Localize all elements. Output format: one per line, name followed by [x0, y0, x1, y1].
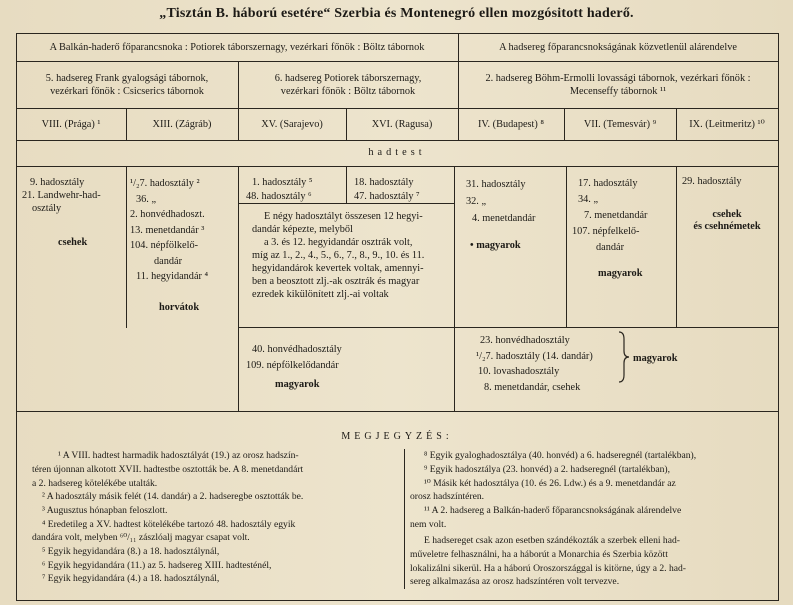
note-line: ⁸ Egyik gyaloghadosztálya (40. honvéd) a 6. hadseregnél (tartalékban),	[424, 450, 697, 461]
unit-item: 18. hadosztály	[354, 177, 414, 188]
unit-item: 7. menetdandár	[584, 210, 648, 221]
nationality-text: magyarok	[476, 240, 521, 251]
unit-list	[130, 176, 208, 285]
note-line: lokalizálni sikerül. Ha a háború Oroszországgal is kitörne, úgy a 2. had-	[410, 563, 687, 574]
note-line: E hadsereget csak azon esetben szándékozták a szerbek elleni had-	[424, 535, 680, 546]
unit-list	[354, 176, 420, 204]
unit-item: 10. lovashadosztály	[478, 366, 560, 377]
note-line: a 3. és 12. hegyidandár osztrák volt,	[264, 237, 413, 248]
army-2-line: 2. hadsereg Böhm-Ermolli lovassági tábornok, vezérkari főnök :	[485, 73, 751, 84]
divider	[676, 166, 677, 328]
corps-cell: IX. (Leitmeritz) ¹⁰	[689, 119, 765, 130]
unit-item: dandár	[596, 242, 625, 253]
corps-cell: VIII. (Prága) ¹	[41, 119, 101, 130]
note-line: hegyidandárok kevertek voltak, amennyi-	[252, 263, 424, 274]
divider	[238, 166, 239, 412]
unit-item: 48. hadosztály ⁶	[246, 191, 312, 202]
note-line: orosz hadszíntéren.	[410, 491, 485, 502]
note-line: nem volt.	[410, 519, 447, 530]
nationality-label: • magyarok	[470, 240, 521, 251]
note-line: téren újonnan alkotott XVII. hadtestbe osztották be. A 8. menetdandárt	[32, 464, 304, 475]
note-line: ezredek kikülönített zlj.-ai voltak	[252, 289, 389, 300]
nationality-label: csehek	[58, 237, 88, 248]
unit-list	[572, 176, 648, 256]
divider	[126, 166, 127, 328]
note-line: ¹¹ A 2. hadsereg a Balkán-haderő főparancsnokságának alárendelve	[424, 505, 682, 516]
unit-item: 17. hadosztály	[578, 178, 638, 189]
unit-item: 109. népfölkelődandár	[246, 360, 339, 371]
unit-item: 34. „	[578, 194, 599, 205]
note-line: ben a beosztott zlj.-ak osztrák és magyar	[252, 276, 420, 287]
corps-cell: XIII. (Zágráb)	[152, 119, 212, 130]
brace-icon	[617, 331, 631, 383]
mountain-brigade-note	[246, 210, 424, 301]
nationality-label: magyarok	[633, 353, 678, 364]
army-6-line: vezérkari főnök : Böltz tábornok	[280, 86, 416, 97]
unit-item: 13. menetdandár ³	[130, 224, 205, 236]
note-line: ⁶ Egyik hegyidandára (11.) az 5. hadsereg XIII. hadtesténél,	[42, 560, 272, 571]
page-title: „Tisztán B. háború esetére“ Szerbia és Montenegró ellen mozgósitott haderő.	[159, 6, 634, 21]
unit-list	[476, 333, 593, 395]
notes-title: MEGJEGYZÉS:	[341, 431, 453, 442]
army-6-line: 6. hadsereg Potiorek táborszernagy,	[274, 73, 422, 84]
unit-item: 4. menetdandár	[472, 213, 536, 224]
army-2-line: Mecenseffy tábornok ¹¹	[569, 86, 667, 97]
unit-item: 11. hegyidandár ⁴	[136, 271, 209, 282]
hadtest-label: hadtest	[368, 147, 426, 158]
unit-item: 36. „	[136, 193, 157, 205]
nationality-line: és csehnémetek	[693, 221, 761, 232]
note-line: ¹⁰ Másik két hadosztálya (10. és 26. Ldw.) és a 9. menetdandár az	[424, 478, 676, 489]
note-line: míg az 1., 2., 4., 5., 6., 7., 8., 9., 10. és 11.	[252, 250, 425, 261]
unit-list	[246, 176, 313, 204]
divider	[404, 449, 405, 589]
unit-item: 104. népfölkelő-	[130, 240, 199, 251]
note-line: E négy hadosztályt összesen 12 hegyi-	[264, 211, 423, 222]
unit-item: dandár	[154, 255, 183, 267]
corps-cell: IV. (Budapest) ⁸	[477, 119, 545, 130]
unit-list	[22, 176, 101, 215]
unit-item: osztály	[32, 203, 62, 214]
corps-cell: XVI. (Ragusa)	[371, 119, 433, 130]
unit-item: 32. „	[466, 196, 487, 207]
unit-item: 8. menetdandár, csehek	[484, 381, 581, 393]
unit-item: 2. honvédhadoszt.	[130, 209, 205, 220]
divider	[16, 140, 778, 141]
note-line: dandára volt, melyben ⁶⁰/₁₁ zászlóalj magyar csapat volt.	[32, 532, 250, 543]
corps-cell: VII. (Temesvár) ⁹	[583, 119, 657, 130]
note-line: ⁴ Eredetileg a XV. hadtest kötelékébe tartozó 48. hadosztály egyik	[42, 519, 296, 530]
balkan-command-cell: A Balkán-haderő főparancsnoka : Potiorek táborszernagy, vezérkari főnök : Böltz tábornok	[49, 42, 425, 53]
unit-item: 1. hadosztály ⁵	[252, 177, 313, 188]
divider	[566, 166, 567, 328]
divider	[346, 166, 347, 203]
note-line: a 2. hadsereg kötelékébe utalták.	[32, 478, 158, 489]
unit-list	[466, 176, 535, 227]
unit-item: ¹/₂7. hadosztály ²	[130, 178, 200, 189]
nationality-label: magyarok	[275, 379, 320, 390]
note-line: dandár képezte, melyből	[252, 224, 353, 235]
unit-item: ¹/₂7. hadosztály (14. dandár)	[476, 350, 593, 362]
divider	[238, 327, 778, 328]
note-line: ⁷ Egyik hegyidandára (4.) a 18. hadosztálynál,	[42, 573, 220, 584]
note-line: ⁵ Egyik hegyidandára (8.) a 18. hadosztálynál,	[42, 546, 220, 557]
unit-item: 107. népfelkelő-	[572, 226, 640, 237]
unit-list	[246, 342, 342, 374]
unit-item: 47. hadosztály ⁷	[354, 191, 420, 202]
nationality-label: magyarok	[598, 268, 643, 279]
unit-item: 21. Landwehr-had-	[22, 190, 101, 201]
divider	[16, 108, 778, 109]
note-line: műveletre felhasználni, ha a háborút a Monarchia és Szerbia között	[410, 549, 668, 560]
army-5-cell	[16, 72, 238, 98]
army-5-line: vezérkari főnök : Csicserics tábornok	[50, 86, 204, 97]
unit-item: 31. hadosztály	[466, 179, 526, 190]
unit-item: 23. honvédhadosztály	[480, 335, 570, 346]
divider	[16, 166, 778, 167]
note-line: ⁹ Egyik hadosztálya (23. honvéd) a 2. hadseregnél (tartalékban),	[424, 464, 671, 475]
divider	[16, 61, 778, 62]
nationality-line: csehek	[712, 209, 742, 220]
nationality-label	[676, 209, 778, 233]
divider	[454, 166, 455, 412]
supreme-command-cell: A hadsereg főparancsnokságának közvetlenül alárendelve	[499, 42, 737, 53]
note-line: ³ Augusztus hónapban feloszlott.	[42, 505, 168, 516]
corps-cell: XV. (Sarajevo)	[261, 119, 323, 130]
unit-item: 40. honvédhadosztály	[252, 344, 342, 355]
army-6-cell	[238, 72, 458, 98]
unit-item: 9. hadosztály	[30, 177, 85, 188]
army-5-line: 5. hadsereg Frank gyalogsági tábornok,	[45, 73, 209, 84]
note-line: sereg alkalmazása az orosz hadszíntéren volt tervezve.	[410, 576, 620, 587]
army-2-cell	[458, 72, 778, 98]
nationality-label: horvátok	[159, 302, 200, 313]
divider	[16, 411, 778, 412]
note-line: ² A hadosztály másik felét (14. dandár) a 2. hadseregbe osztották be.	[42, 491, 304, 502]
note-line: ¹ A VIII. hadtest harmadik hadosztályát (19.) az orosz hadszín-	[58, 450, 299, 461]
unit-item: 29. hadosztály	[682, 176, 742, 187]
